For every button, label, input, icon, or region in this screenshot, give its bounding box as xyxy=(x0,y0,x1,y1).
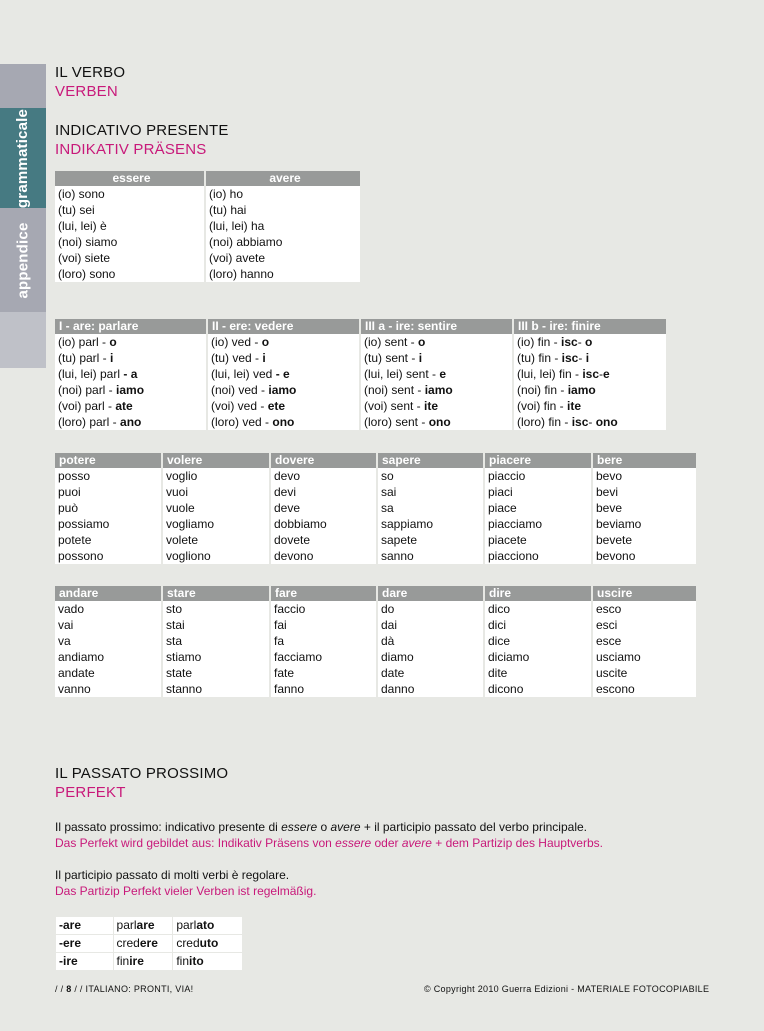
table-row xyxy=(56,953,243,971)
table-row xyxy=(55,398,666,414)
table-header: volere xyxy=(162,453,270,468)
table-row xyxy=(55,468,696,484)
table-cell: -ere xyxy=(56,935,114,953)
table-cell: volete xyxy=(162,532,270,548)
section-title-passato: IL PASSATO PROSSIMO xyxy=(55,765,229,782)
table-cell: (voi) ved - ete xyxy=(207,398,360,414)
sidebar-tab-grammaticale[interactable] xyxy=(0,108,46,208)
table-header: bere xyxy=(592,453,696,468)
table-cell: può xyxy=(58,501,79,515)
table-cell: vogliamo xyxy=(162,516,270,532)
table-cell: dai xyxy=(377,617,484,633)
header-vedere: II - ere: vedere xyxy=(207,319,360,334)
table-irregular-verbs-2 xyxy=(55,586,696,697)
table-cell: facciamo xyxy=(270,649,377,665)
table-cell: fai xyxy=(270,617,377,633)
table-row xyxy=(55,649,696,665)
table-header: piacere xyxy=(484,453,592,468)
table-row xyxy=(55,186,360,202)
participio-note-de: Das Partizip Perfekt vieler Verben ist regelmäßig. xyxy=(55,884,317,898)
table-cell: (lui, lei) fin - isc-e xyxy=(513,366,666,382)
table-cell: fanno xyxy=(270,681,377,697)
table-cell: bevete xyxy=(592,532,696,548)
table-header: dovere xyxy=(270,453,377,468)
table-cell: voglio xyxy=(162,468,270,484)
table-cell: sto xyxy=(162,601,270,617)
section-title-indicativo: INDICATIVO PRESENTE xyxy=(55,122,229,139)
table-irregular-verbs-1 xyxy=(55,453,696,564)
table-cell: esci xyxy=(592,617,696,633)
table-cell: (lui, lei) parl - a xyxy=(58,367,138,381)
table-row xyxy=(55,350,666,366)
sidebar-label-appendice: appendice xyxy=(14,222,32,298)
table-cell: (tu) ved - i xyxy=(207,350,360,366)
table-cell: (io) ved - o xyxy=(207,334,360,350)
table-cell: (noi) sent - iamo xyxy=(360,382,513,398)
table-cell: diciamo xyxy=(484,649,592,665)
table-header: sapere xyxy=(377,453,484,468)
table-header: dire xyxy=(484,586,592,601)
table-cell: creduto xyxy=(173,935,243,953)
table-cell: beve xyxy=(592,500,696,516)
table-cell: finito xyxy=(173,953,243,971)
footer-copyright: © Copyright 2010 Guerra Edizioni - MATERIALE FOTOCOPIABILE xyxy=(424,984,710,994)
table-cell: piaci xyxy=(484,484,592,500)
table-cell: (tu) fin - isc- i xyxy=(513,350,666,366)
table-header: andare xyxy=(55,586,162,601)
table-cell: (noi) abbiamo xyxy=(205,234,360,250)
table-cell: dite xyxy=(484,665,592,681)
table-cell: (io) parl - o xyxy=(58,335,117,349)
table-cell: stanno xyxy=(162,681,270,697)
table-cell: piacete xyxy=(484,532,592,548)
table-cell: sanno xyxy=(377,548,484,564)
table-cell: (noi) parl - iamo xyxy=(58,383,145,397)
table-cell: dico xyxy=(484,601,592,617)
table-cell: piacciono xyxy=(484,548,592,564)
table-cell: (tu) parl - i xyxy=(58,351,114,365)
footer-left: / / 8 / / ITALIANO: PRONTI, VIA! xyxy=(55,984,194,994)
table-cell: vuole xyxy=(162,500,270,516)
table-cell: va xyxy=(58,634,71,648)
table-row xyxy=(55,548,696,564)
table-cell: devono xyxy=(270,548,377,564)
table-cell: (tu) hai xyxy=(205,202,360,218)
table-cell: esco xyxy=(592,601,696,617)
page-title-translation: VERBEN xyxy=(55,83,118,100)
table-cell: dici xyxy=(484,617,592,633)
table-cell: so xyxy=(377,468,484,484)
table-cell: deve xyxy=(270,500,377,516)
table-cell: sappiamo xyxy=(377,516,484,532)
table-cell: (loro) hanno xyxy=(205,266,360,282)
table-cell: (io) ho xyxy=(205,186,360,202)
table-row xyxy=(55,414,666,430)
table-cell: (loro) sono xyxy=(58,267,116,281)
table-row xyxy=(55,484,696,500)
table-header: stare xyxy=(162,586,270,601)
table-cell: sai xyxy=(377,484,484,500)
table-row xyxy=(55,266,360,282)
table-cell: finire xyxy=(113,953,173,971)
table-cell: danno xyxy=(377,681,484,697)
header-parlare: I - are: parlare xyxy=(55,319,207,334)
table-cell: vado xyxy=(58,602,85,616)
table-cell: dà xyxy=(377,633,484,649)
table-cell: escono xyxy=(592,681,696,697)
table-row xyxy=(55,234,360,250)
section-title-indikativ: INDIKATIV PRÄSENS xyxy=(55,141,207,158)
table-cell: (tu) sent - i xyxy=(360,350,513,366)
table-cell: state xyxy=(162,665,270,681)
table-cell: potete xyxy=(58,533,92,547)
table-cell: sa xyxy=(377,500,484,516)
table-cell: andate xyxy=(58,666,95,680)
table-cell: (voi) parl - ate xyxy=(58,399,133,413)
table-essere-avere xyxy=(55,171,360,282)
table-row xyxy=(55,532,696,548)
table-header: uscire xyxy=(592,586,696,601)
header-sentire: III a - ire: sentire xyxy=(360,319,513,334)
table-cell: dicono xyxy=(484,681,592,697)
table-row xyxy=(55,250,360,266)
table-cell: (noi) ved - iamo xyxy=(207,382,360,398)
table-cell: faccio xyxy=(270,601,377,617)
table-cell: devi xyxy=(270,484,377,500)
table-cell: (lui, lei) ha xyxy=(205,218,360,234)
header-finire: III b - ire: finire xyxy=(513,319,666,334)
table-cell: dobbiamo xyxy=(270,516,377,532)
table-cell: piace xyxy=(484,500,592,516)
table-cell: (loro) parl - ano xyxy=(58,415,142,429)
table-row xyxy=(55,681,696,697)
passato-rule-de: Das Perfekt wird gebildet aus: Indikativ Präsens von essere oder avere + dem Partizip des Hauptverbs. xyxy=(55,836,603,850)
sidebar-tab-bottom xyxy=(0,312,46,368)
table-cell: (voi) fin - ite xyxy=(513,398,666,414)
table-row xyxy=(56,917,243,935)
table-row xyxy=(56,935,243,953)
table-cell: parlare xyxy=(113,917,173,935)
table-cell: beviamo xyxy=(592,516,696,532)
table-cell: bevono xyxy=(592,548,696,564)
table-cell: (loro) sent - ono xyxy=(360,414,513,430)
table-cell: dice xyxy=(484,633,592,649)
table-cell: (noi) fin - iamo xyxy=(513,382,666,398)
table-row xyxy=(55,601,696,617)
table-row xyxy=(55,617,696,633)
table-cell: parlato xyxy=(173,917,243,935)
table-cell: (lui, lei) ved - e xyxy=(207,366,360,382)
table-cell: (io) sono xyxy=(58,187,105,201)
table-cell: stai xyxy=(162,617,270,633)
table-cell: vai xyxy=(58,618,74,632)
table-cell: vuoi xyxy=(162,484,270,500)
table-cell: (voi) sent - ite xyxy=(360,398,513,414)
table-cell: -ire xyxy=(56,953,114,971)
table-cell: vogliono xyxy=(162,548,270,564)
table-cell: fa xyxy=(270,633,377,649)
table-cell: stiamo xyxy=(162,649,270,665)
table-cell: (lui, lei) sent - e xyxy=(360,366,513,382)
table-cell: diamo xyxy=(377,649,484,665)
table-cell: possiamo xyxy=(58,517,110,531)
page-number: 8 xyxy=(66,984,72,994)
table-cell: esce xyxy=(592,633,696,649)
table-cell: vanno xyxy=(58,682,91,696)
table-cell: (io) sent - o xyxy=(360,334,513,350)
page-title: IL VERBO xyxy=(55,64,126,81)
table-row xyxy=(55,500,696,516)
header-avere: avere xyxy=(205,171,360,186)
table-cell: sapete xyxy=(377,532,484,548)
table-cell: puoi xyxy=(58,485,81,499)
table-header: dare xyxy=(377,586,484,601)
table-cell: (voi) siete xyxy=(58,251,111,265)
table-cell: fate xyxy=(270,665,377,681)
header-essere: essere xyxy=(55,171,205,186)
table-cell: andiamo xyxy=(58,650,105,664)
table-cell: bevi xyxy=(592,484,696,500)
sidebar-label-grammaticale: grammaticale xyxy=(14,108,32,208)
table-cell: sta xyxy=(162,633,270,649)
table-row xyxy=(55,366,666,382)
participio-note-it: Il participio passato di molti verbi è regolare. xyxy=(55,868,290,882)
table-cell: -are xyxy=(56,917,114,935)
table-row xyxy=(55,382,666,398)
table-cell: (loro) ved - ono xyxy=(207,414,360,430)
table-cell: usciamo xyxy=(592,649,696,665)
table-cell: uscite xyxy=(592,665,696,681)
table-row xyxy=(55,218,360,234)
table-cell: credere xyxy=(113,935,173,953)
passato-rule-it: Il passato prossimo: indicativo presente di essere o avere + il participio passato del verbo principale. xyxy=(55,820,587,834)
table-cell: (noi) siamo xyxy=(58,235,118,249)
table-row xyxy=(55,633,696,649)
table-cell: (voi) avete xyxy=(205,250,360,266)
table-regular-verbs xyxy=(55,319,666,430)
table-cell: devo xyxy=(270,468,377,484)
table-header: fare xyxy=(270,586,377,601)
section-title-perfekt: PERFEKT xyxy=(55,784,126,801)
table-cell: dovete xyxy=(270,532,377,548)
table-cell: (lui, lei) è xyxy=(58,219,107,233)
sidebar-tab-appendice[interactable] xyxy=(0,208,46,312)
table-cell: piacciamo xyxy=(484,516,592,532)
table-cell: possono xyxy=(58,549,104,563)
table-row xyxy=(55,516,696,532)
table-cell: piaccio xyxy=(484,468,592,484)
table-cell: (tu) sei xyxy=(58,203,95,217)
table-cell: (io) fin - isc- o xyxy=(513,334,666,350)
table-row xyxy=(55,665,696,681)
table-cell: date xyxy=(377,665,484,681)
table-cell: do xyxy=(377,601,484,617)
table-row xyxy=(55,202,360,218)
sidebar-tab-top xyxy=(0,64,46,108)
table-header: potere xyxy=(55,453,162,468)
table-participles xyxy=(55,916,243,971)
table-cell: bevo xyxy=(592,468,696,484)
table-cell: posso xyxy=(58,469,91,483)
table-cell: (loro) fin - isc- ono xyxy=(513,414,666,430)
table-row xyxy=(55,334,666,350)
